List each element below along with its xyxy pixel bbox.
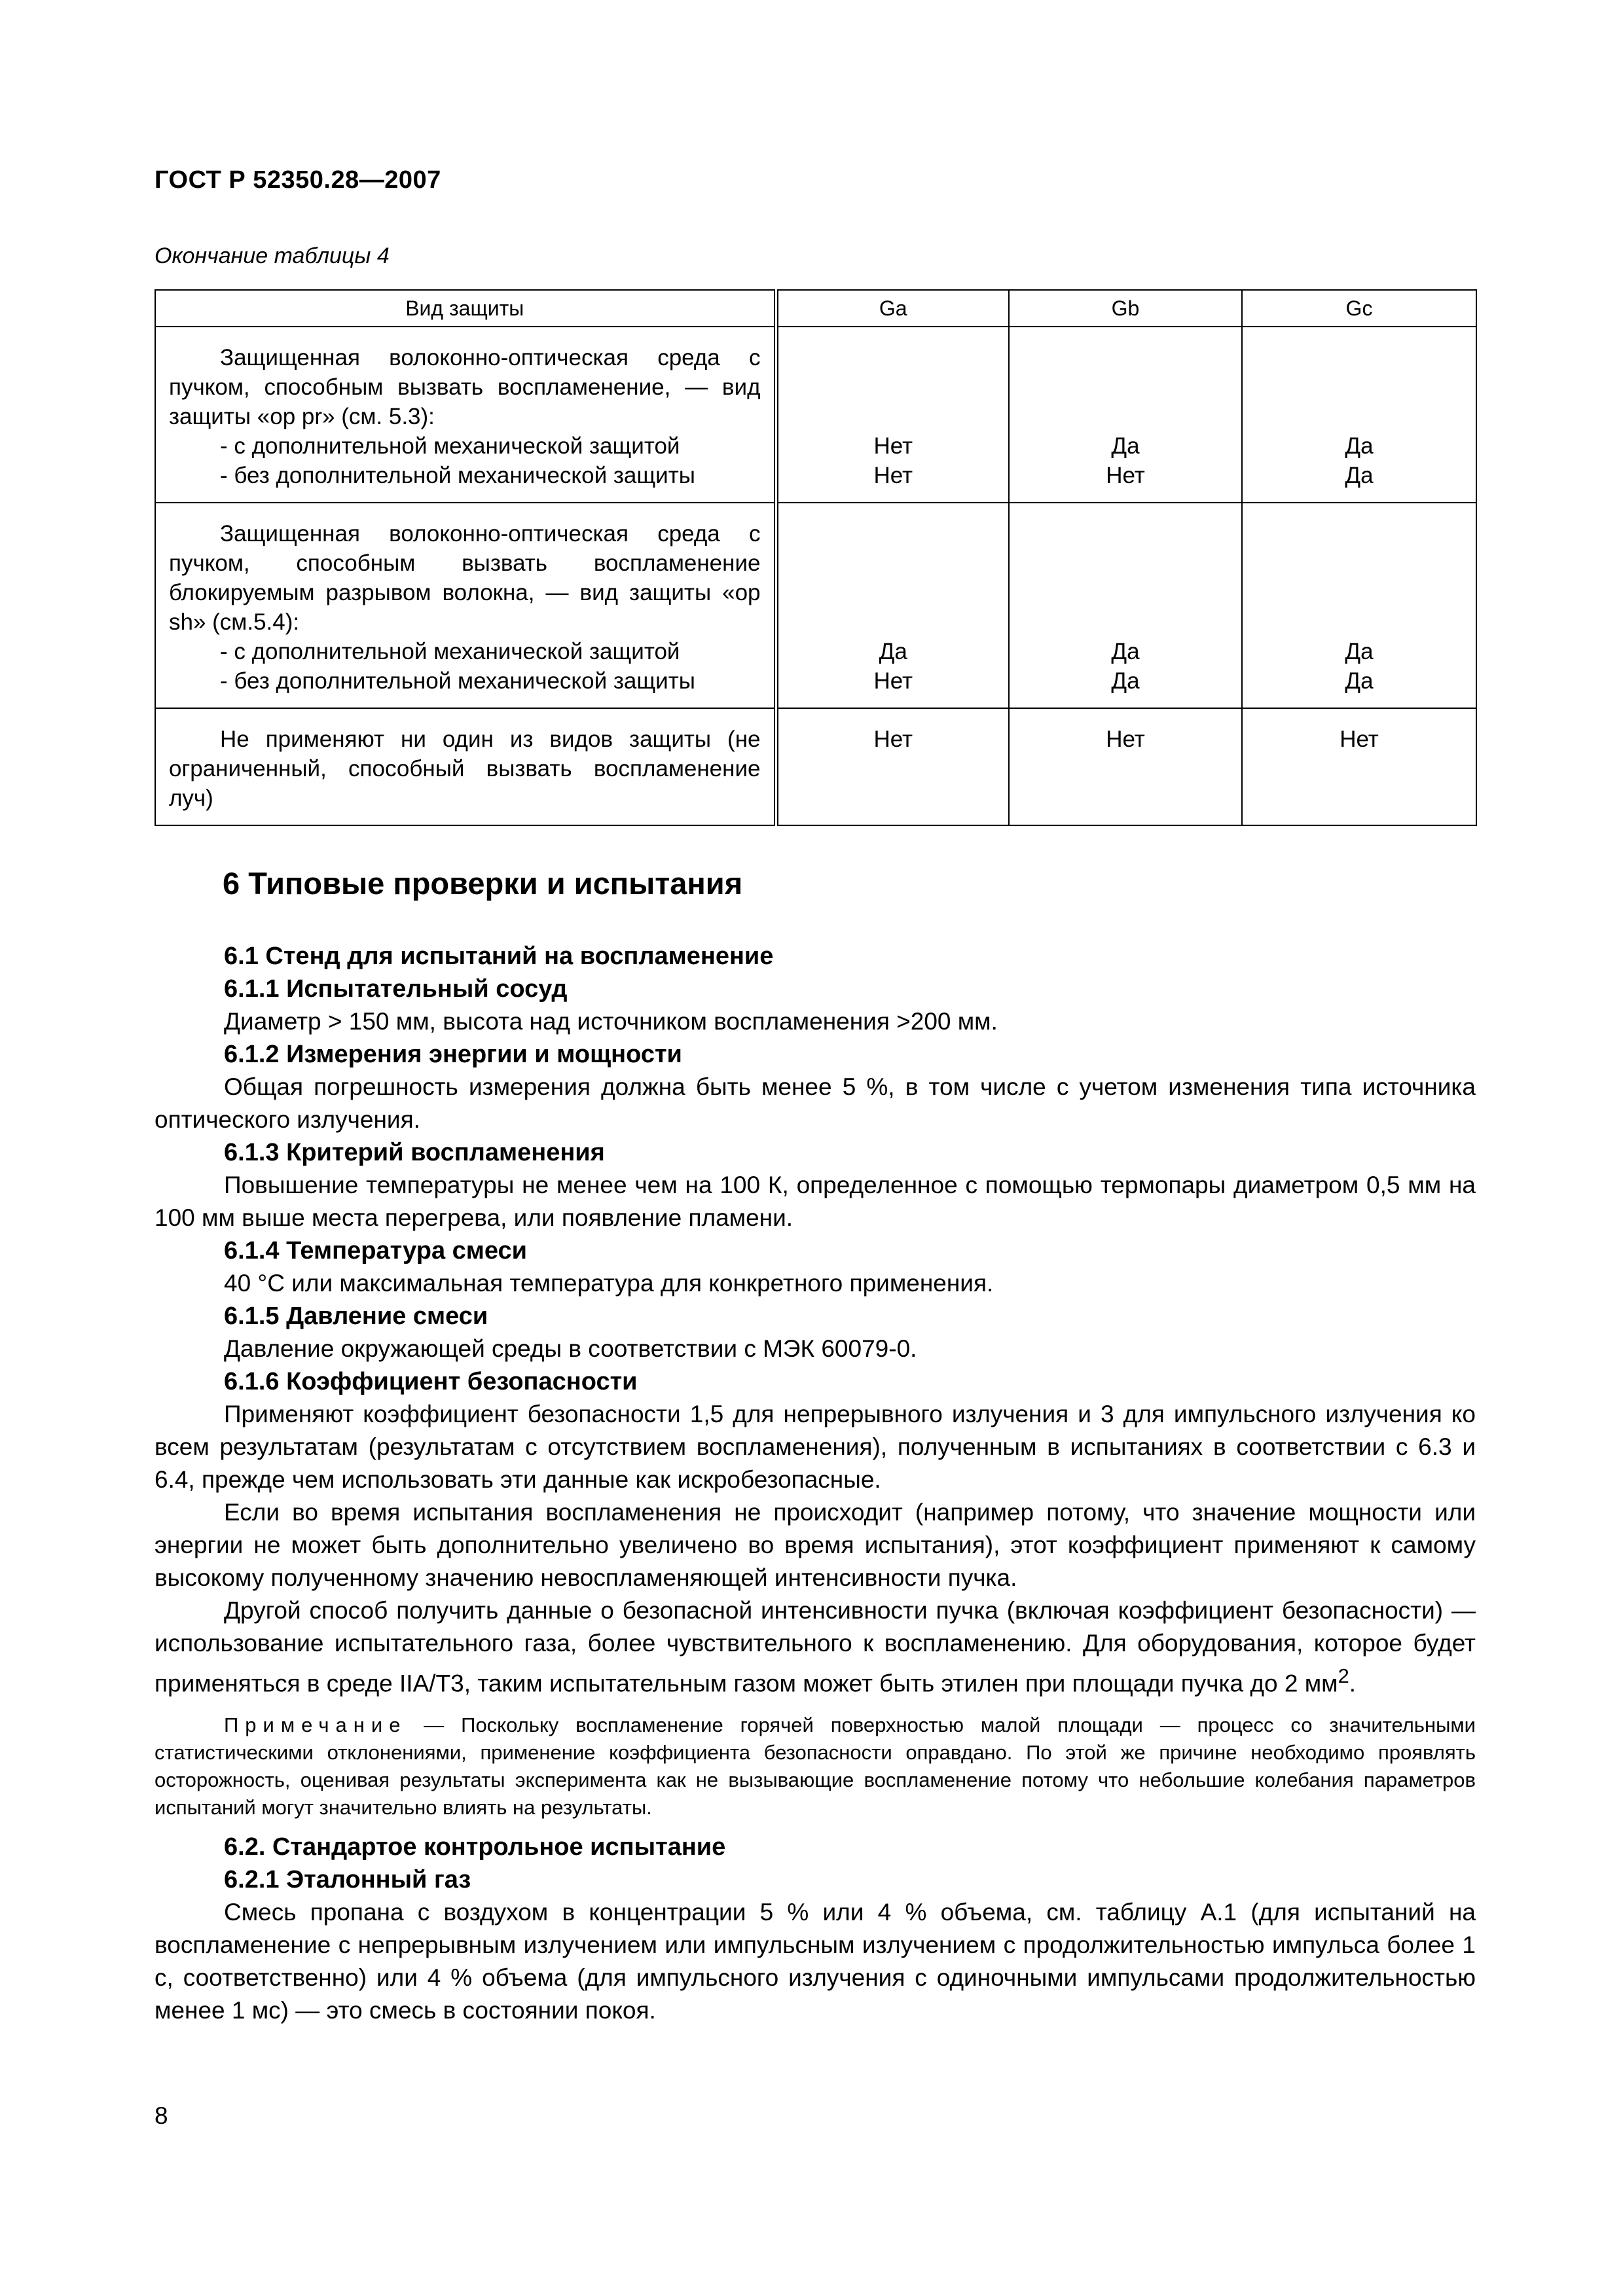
paragraph-6-1-3: Повышение температуры не менее чем на 100 К, определенное с помощью термопары диаметром 0,5 мм на 100 мм выше места перегрева, или появление пламени. [155, 1172, 1476, 1231]
cell-gc: Нет [1242, 708, 1476, 825]
header-gb: Gb [1009, 290, 1242, 327]
table-row [155, 327, 1476, 503]
cell-gb: Да Нет [1009, 327, 1242, 503]
heading-6-1: 6.1 Стенд для испытаний на воспламенение [224, 942, 774, 970]
row-item: - без дополнительной механической защиты [220, 668, 695, 694]
paragraph-6-1-1: Диаметр > 150 мм, высота над источником воспламенения >200 мм. [224, 1008, 998, 1035]
paragraph-6-1-4: 40 °С или максимальная температура для конкретного применения. [224, 1270, 994, 1297]
heading-6-1-6: 6.1.6 Коэффициент безопасности [224, 1368, 638, 1395]
row-item: - без дополнительной механической защиты [220, 463, 695, 488]
heading-6-1-2: 6.1.2 Измерения энергии и мощности [224, 1041, 682, 1068]
table-row [155, 503, 1476, 708]
protection-table [155, 289, 1477, 826]
cell-ga: Да Нет [776, 503, 1009, 708]
paragraph-6-1-5: Давление окружающей среды в соответствии с МЭК 60079-0. [224, 1335, 917, 1362]
document-header: ГОСТ Р 52350.28—2007 [155, 166, 441, 194]
page-number: 8 [155, 2102, 168, 2129]
heading-6-1-3: 6.1.3 Критерий воспламенения [224, 1139, 605, 1166]
row-item: - с дополнительной механической защитой [220, 639, 680, 664]
heading-6-1-4: 6.1.4 Температура смеси [224, 1237, 528, 1265]
section-body [155, 940, 1476, 2027]
row-item: - с дополнительной механической защитой [220, 433, 680, 459]
row-intro: Защищенная волоконно-оптическая среда с пучком, способным вызвать воспламенение, — вид защиты «op pr» (см. 5.3): [169, 345, 761, 429]
row-description [155, 327, 776, 503]
note-label: Примечание [224, 1713, 407, 1737]
cell-gb: Да Да [1009, 503, 1242, 708]
heading-6-1-5: 6.1.5 Давление смеси [224, 1302, 488, 1330]
cell-gc: Да Да [1242, 327, 1476, 503]
paragraph-6-2-1: Смесь пропана с воздухом в концентрации 5 % или 4 % объема, см. таблицу А.1 (для испытаний на воспламенение с непрерывным излучением или импульсным излучением с продолжительностью импульса более 1 с, соответственно) или 4 % объема (для импульсного излучения с одиночными импульсами продолжительностью менее 1 мс) — это смесь в состоянии покоя. [155, 1899, 1476, 2024]
note [155, 1712, 1476, 1821]
section-title: 6 Типовые проверки и испытания [223, 866, 743, 901]
heading-6-2-1: 6.2.1 Эталонный газ [224, 1866, 471, 1894]
paragraph-6-1-6-b: Если во время испытания воспламенения не происходит (например потому, что значение мощности или энергии не может быть дополнительно увеличено во время испытания), этот коэффициент применяют к самому высокому полученному значению невоспламеняющей интенсивности пучка. [155, 1499, 1476, 1591]
paragraph-6-1-6-c: Другой способ получить данные о безопасной интенсивности пучка (включая коэффициент безопасности) — использование испытательного газа, более чувствительного к воспламенению. Для оборудования, которое будет применяться в среде IIA/T3, таким испытательным газом может быть этилен при площади пучка до 2 $мм^2$. [155, 1597, 1476, 1697]
paragraph-6-1-6-a: Применяют коэффициент безопасности 1,5 для непрерывного излучения и 3 для импульсного излучения ко всем результатам (результатам с отсутствием воспламенения), полученным в испытаниях в соответствии с 6.3 и 6.4, прежде чем использовать эти данные как искробезопасные. [155, 1401, 1476, 1493]
row-description [155, 503, 776, 708]
row-intro: Не применяют ни один из видов защиты (не ограниченный, способный вызвать воспламенение луч) [169, 726, 761, 811]
header-gc: Gc [1242, 290, 1476, 327]
table-header-row [155, 290, 1476, 327]
header-ga: Ga [776, 290, 1009, 327]
row-description [155, 708, 776, 825]
cell-ga: Нет Нет [776, 327, 1009, 503]
cell-ga: Нет [776, 708, 1009, 825]
note-text: — Поскольку воспламенение горячей поверхностью малой площади — процесс со значительными статистическими отклонениями, применение коэффициента безопасности оправдано. По этой же причине необходимо проявлять осторожность, оценивая результаты эксперимента как не вызывающие воспламенение потому что небольшие колебания параметров испытаний могут значительно влиять на результаты. [155, 1713, 1476, 1820]
table-row [155, 708, 1476, 825]
row-intro: Защищенная волоконно-оптическая среда с пучком, способным вызвать воспламенение блокируемым разрывом волокна, — вид защиты «op sh» (см.5.4): [169, 521, 761, 635]
cell-gc: Да Да [1242, 503, 1476, 708]
paragraph-6-1-2: Общая погрешность измерения должна быть менее 5 %, в том числе с учетом изменения типа источника оптического излучения. [155, 1073, 1476, 1133]
heading-6-1-1: 6.1.1 Испытательный сосуд [224, 975, 568, 1003]
header-protection-type: Вид защиты [155, 290, 776, 327]
table-caption: Окончание таблицы 4 [155, 243, 390, 268]
heading-6-2: 6.2. Стандартое контрольное испытание [224, 1833, 726, 1861]
cell-gb: Нет [1009, 708, 1242, 825]
